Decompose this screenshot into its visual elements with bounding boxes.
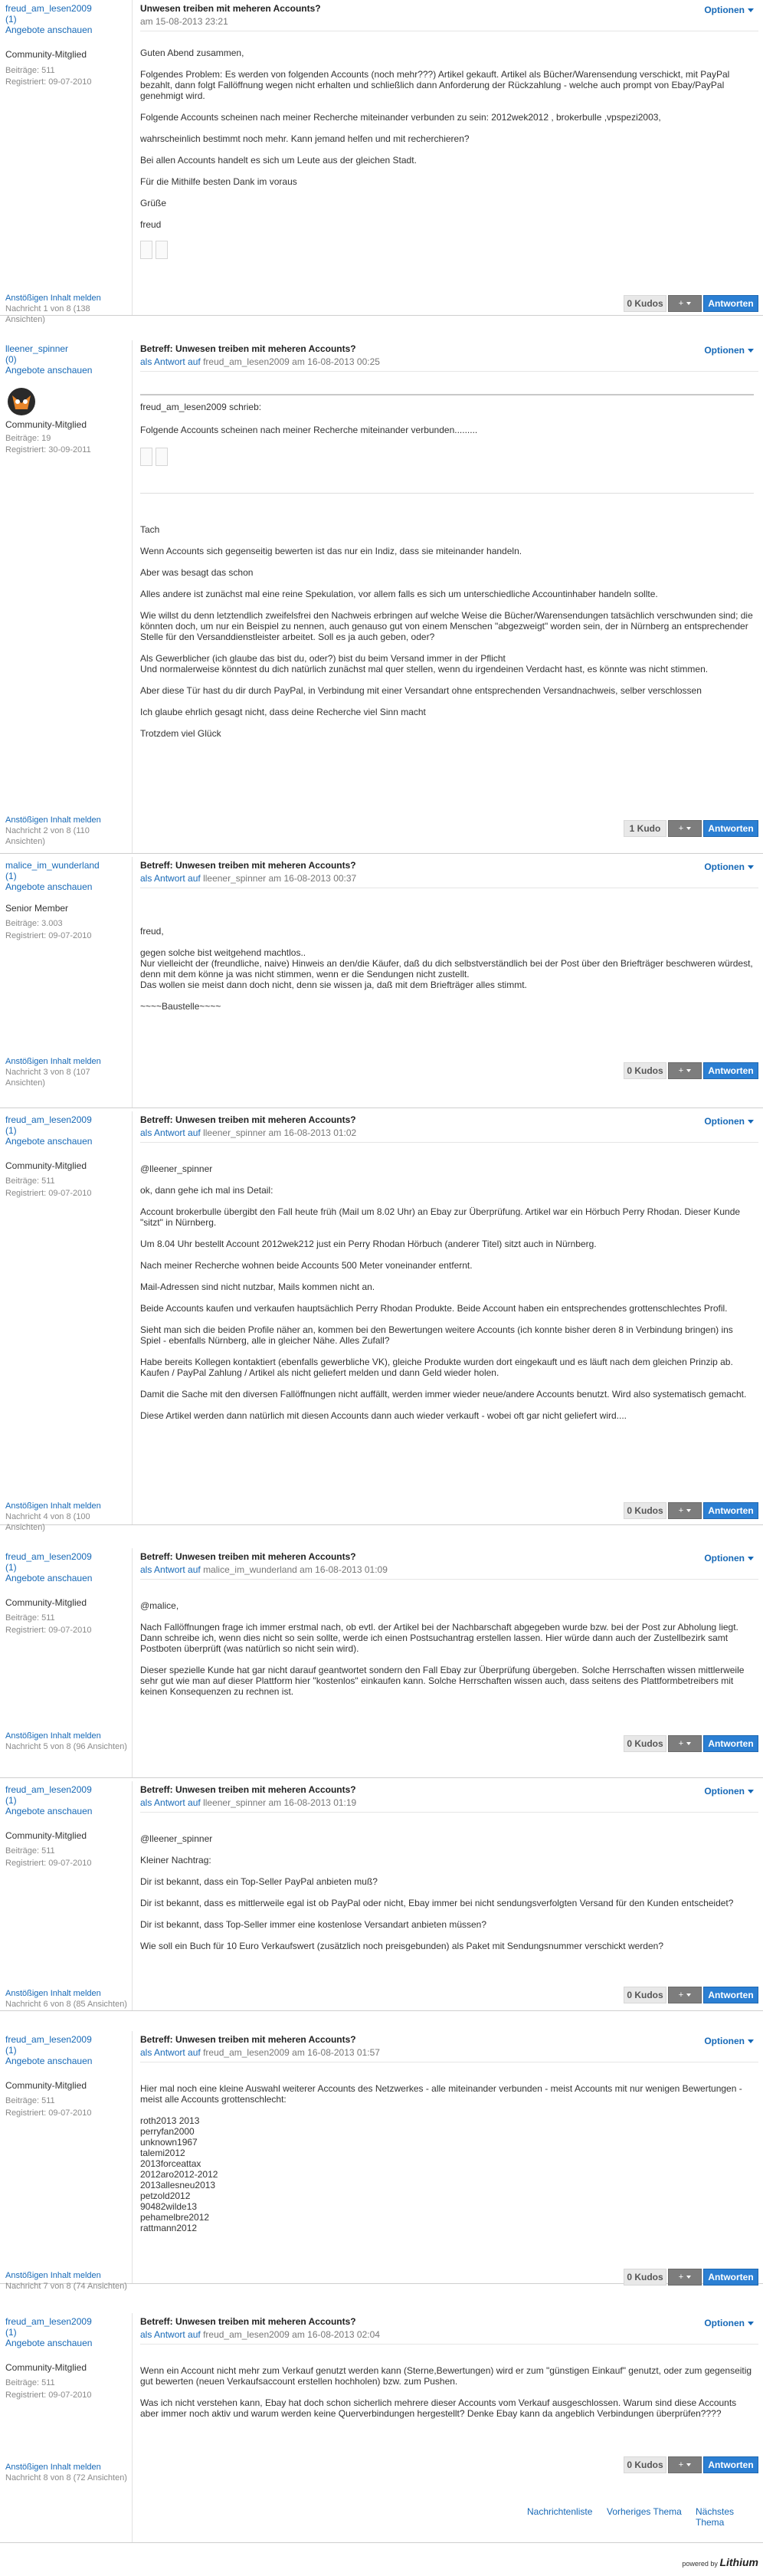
author-registered: Registriert: 09-07-2010: [5, 2391, 92, 2400]
post-paragraph: @lleener_spinner: [140, 1163, 213, 1174]
thumbs-up-icon: +: [678, 1739, 684, 1748]
options-menu[interactable]: [704, 861, 754, 872]
quote-bottom-border: [140, 493, 754, 494]
kudos-count: 0 Kudos: [624, 2269, 666, 2286]
post-subline: [140, 1797, 356, 1808]
message-counter: Nachricht 8 von 8 (72 Ansichten): [5, 2473, 127, 2482]
kudo-button[interactable]: [668, 2269, 702, 2286]
header-divider: [140, 371, 758, 372]
forum-post: [0, 857, 763, 1108]
offers-link[interactable]: Angebote anschauen: [5, 2056, 93, 2066]
kudos-count: 0 Kudos: [624, 2456, 666, 2473]
image-placeholder-icon: [156, 241, 168, 259]
post-paragraph: @malice,: [140, 1600, 179, 1611]
reply-button[interactable]: Antworten: [703, 295, 758, 312]
author-rank: Community-Mitglied: [5, 1597, 87, 1608]
author-registered: Registriert: 09-07-2010: [5, 77, 92, 87]
post-date: am 16-08-2013 00:37: [268, 873, 357, 884]
previous-topic-link[interactable]: Vorheriges Thema: [607, 2506, 682, 2517]
post-date: am 16-08-2013 00:25: [292, 356, 380, 367]
author-sidebar: [0, 1548, 132, 1777]
post-main: [132, 2031, 763, 2283]
chevron-down-icon: [748, 1557, 754, 1560]
post-subline: [140, 873, 356, 884]
post-paragraph: Um 8.04 Uhr bestellt Account 2012wek212 just ein Perry Rhodan Hörbuch (anderer Titel) sitzt auch in Nürnberg.: [140, 1239, 597, 1249]
thumbs-up-icon: +: [678, 2460, 684, 2469]
author-score[interactable]: (0): [5, 354, 17, 365]
author-link[interactable]: freud_am_lesen2009: [5, 2316, 92, 2327]
post-paragraph: Sieht man sich die beiden Profile näher an, kommen bei den Bewertungen weitere Accounts (ich konnte bisher deren 8 in Verbindung bringen) ins Spiel - ebenfalls Nürnberg, alle in gleicher Nähe. Alles Zufall?: [140, 1324, 733, 1346]
post-paragraph: Ich glaube ehrlich gesagt nicht, dass deine Recherche viel Sinn macht: [140, 707, 426, 717]
options-menu[interactable]: [704, 2318, 754, 2328]
post-paragraph: Wenn ein Account nicht mehr zum Verkauf genutzt werden kann (Sterne,Bewertungen) wird er zum "günstigen Einkauf" genutzt, oder zum gegenseitig gut bewerten (neuen Verkaufsaccount erstellen hochholen) bzw. zum Pushen.: [140, 2365, 752, 2387]
post-paragraph: Nach meiner Recherche wohnen beide Accounts 500 Meter voneinander entfernt.: [140, 1260, 473, 1271]
post-paragraph: wahrscheinlich bestimmt noch mehr. Kann jemand helfen und mit recherchieren?: [140, 133, 470, 144]
author-link[interactable]: freud_am_lesen2009: [5, 1784, 92, 1795]
offers-link[interactable]: Angebote anschauen: [5, 2338, 93, 2348]
report-link[interactable]: Anstößigen Inhalt melden: [5, 2463, 101, 2472]
author-post-count: Beiträge: 511: [5, 1613, 55, 1623]
report-link[interactable]: Anstößigen Inhalt melden: [5, 1731, 101, 1741]
post-date: am 16-08-2013 01:09: [300, 1564, 388, 1575]
post-paragraph: Aber diese Tür hast du dir durch PayPal, in Verbindung mit einer Versandart ohne entsprechenden Versandnachweis, selber verschlossen: [140, 685, 702, 696]
offers-link[interactable]: Angebote anschauen: [5, 1573, 93, 1583]
quote-author: freud_am_lesen2009 schrieb:: [140, 402, 262, 412]
post-nav: [5, 1056, 128, 1088]
forum-post: [0, 1781, 763, 2011]
powered-by-label: powered by: [682, 2560, 718, 2568]
post-paragraph: Für die Mithilfe besten Dank im voraus: [140, 176, 297, 187]
post-paragraph: Wie willst du denn letztendlich zweifelsfrei den Nachweis erbringen auf welche Weise die Bücher/Warensendungen tatsächlich verschwunden sind; die könnten doch, um nur ein Beispiel zu nennen, auch genauso gut von einem Menschen "abgezweigt" worden sein, der in Nürnberg an entsprechender Stelle für den Versanddienstleister arbeitet. Soll es ja auch geben, oder?: [140, 610, 753, 642]
reply-button[interactable]: Antworten: [703, 1735, 758, 1752]
post-subline: [140, 16, 228, 27]
author-sidebar: [0, 2031, 132, 2291]
post-title: Betreff: Unwesen treiben mit meheren Accounts?: [140, 2034, 356, 2045]
post-paragraph: Grüße: [140, 198, 167, 208]
reply-button[interactable]: Antworten: [703, 1502, 758, 1519]
author-rank: Community-Mitglied: [5, 2080, 87, 2091]
kudos-count: 0 Kudos: [624, 1502, 666, 1519]
kudo-button[interactable]: [668, 295, 702, 312]
post-paragraph: Aber was besagt das schon: [140, 567, 254, 578]
forum-post: [0, 1111, 763, 1532]
post-main: [132, 857, 763, 1108]
post-paragraph: Bei allen Accounts handelt es sich um Leute aus der gleichen Stadt.: [140, 155, 417, 166]
post-paragraph: Damit die Sache mit den diversen Fallöffnungen nicht auffällt, werden immer wieder neue/andere Accounts benutzt. Wird also systematisch gemacht.: [140, 1389, 747, 1400]
image-placeholder-icon: [156, 448, 168, 466]
chevron-down-icon: [748, 1120, 754, 1124]
post-nav: [5, 2462, 128, 2483]
post-subline: [140, 2329, 380, 2340]
post-date: am 15-08-2013 23:21: [140, 16, 228, 27]
image-placeholder: [140, 448, 171, 468]
reply-to-link[interactable]: als Antwort auf: [140, 2047, 201, 2058]
options-label: Optionen: [704, 2036, 745, 2046]
kudos-widget: [624, 1502, 702, 1519]
options-label: Optionen: [704, 861, 745, 872]
post-title: Betreff: Unwesen treiben mit meheren Accounts?: [140, 2316, 356, 2327]
post-nav: [5, 1988, 128, 2010]
forum-post: [0, 340, 763, 854]
options-menu[interactable]: [704, 345, 754, 356]
post-subline: [140, 1564, 388, 1575]
post-title: Unwesen treiben mit meheren Accounts?: [140, 3, 321, 14]
post-paragraph: Folgende Accounts scheinen nach meiner Recherche miteinander verbunden zu sein: 2012wek2012 , brokerbulle ,vpspezi2003,: [140, 112, 661, 123]
post-paragraph: Dir ist bekannt, dass es mittlerweile egal ist ob PayPal oder nicht, Ebay immer bei nicht sendungsverfolgten Versand für den Kunden entscheidet?: [140, 1898, 734, 1908]
forum-post: [0, 2031, 763, 2291]
author-link[interactable]: freud_am_lesen2009: [5, 3, 92, 14]
kudos-count: 0 Kudos: [624, 1735, 666, 1752]
kudo-button[interactable]: [668, 1502, 702, 1519]
author-rank: Community-Mitglied: [5, 49, 87, 60]
offers-link[interactable]: Angebote anschauen: [5, 1136, 93, 1147]
kudos-count: 0 Kudos: [624, 1062, 666, 1079]
author-rank: Community-Mitglied: [5, 1160, 87, 1171]
message-counter: Nachricht 2 von 8 (110 Ansichten): [5, 826, 90, 846]
chevron-down-icon: [748, 1790, 754, 1793]
thumbs-up-icon: +: [678, 1066, 684, 1075]
post-paragraph: Account brokerbulle übergibt den Fall heute früh (Mail um 8.02 Uhr) an Ebay zur Überprüfung. Artikel war ein Hörbuch Perry Rhodan. Dieser Kunde "sitzt" in Nürnberg.: [140, 1206, 741, 1228]
message-counter: Nachricht 1 von 8 (138 Ansichten): [5, 304, 90, 324]
reply-to-link[interactable]: als Antwort auf: [140, 873, 201, 884]
report-link[interactable]: Anstößigen Inhalt melden: [5, 815, 101, 825]
kudos-widget: [624, 1062, 702, 1079]
kudo-button[interactable]: [668, 1735, 702, 1752]
post-paragraph: freud,: [140, 926, 164, 937]
post-paragraph: roth2013 2013 perryfan2000 unknown1967 talemi2012 2013forceattax 2012aro2012-2012 2013allesneu2013 petzold2012 90482wilde13 pehamelbre2012 rattmann2012: [140, 2115, 218, 2233]
post-date: am 16-08-2013 02:04: [292, 2329, 380, 2340]
author-post-count: Beiträge: 511: [5, 66, 55, 75]
post-paragraph: freud: [140, 219, 162, 230]
post-title: Betreff: Unwesen treiben mit meheren Accounts?: [140, 1784, 356, 1795]
forum-post: [0, 0, 763, 324]
reply-button[interactable]: Antworten: [703, 820, 758, 837]
post-title: Betreff: Unwesen treiben mit meheren Accounts?: [140, 1114, 356, 1125]
post-main: [132, 0, 763, 315]
post-title: Betreff: Unwesen treiben mit meheren Accounts?: [140, 343, 356, 354]
post-title: Betreff: Unwesen treiben mit meheren Accounts?: [140, 860, 356, 871]
chevron-down-icon: [686, 1069, 691, 1072]
reply-to-author: lleener_spinner: [203, 873, 267, 884]
kudos-widget: [624, 820, 702, 837]
author-sidebar: [0, 1781, 132, 2010]
post-subline: [140, 2047, 380, 2058]
author-post-count: Beiträge: 511: [5, 2096, 55, 2105]
post-date: am 16-08-2013 01:57: [292, 2047, 380, 2058]
post-paragraph: Dir ist bekannt, dass ein Top-Seller PayPal anbieten muß?: [140, 1876, 378, 1887]
kudos-count: 0 Kudos: [624, 295, 666, 312]
reply-button[interactable]: Antworten: [703, 1062, 758, 1079]
post-main: [132, 340, 763, 853]
author-score[interactable]: (1): [5, 14, 17, 25]
author-score[interactable]: (1): [5, 871, 17, 881]
report-link[interactable]: Anstößigen Inhalt melden: [5, 1057, 101, 1066]
post-paragraph: Trotzdem viel Glück: [140, 728, 221, 739]
kudos-widget: [624, 295, 702, 312]
thread-footer: [0, 2502, 763, 2576]
author-link[interactable]: lleener_spinner: [5, 343, 69, 354]
options-label: Optionen: [704, 345, 745, 356]
kudo-button[interactable]: [668, 1987, 702, 2003]
post-body: [140, 2083, 754, 2244]
topic-list-link[interactable]: Nachrichtenliste: [527, 2506, 593, 2517]
thumbs-up-icon: +: [678, 1506, 684, 1515]
post-nav: [5, 1731, 128, 1752]
author-score[interactable]: (1): [5, 1125, 17, 1136]
options-label: Optionen: [704, 1553, 745, 1564]
offers-link[interactable]: Angebote anschauen: [5, 1806, 93, 1816]
message-counter: Nachricht 4 von 8 (100 Ansichten): [5, 1512, 90, 1532]
post-subline: [140, 356, 380, 367]
message-counter: Nachricht 3 von 8 (107 Ansichten): [5, 1068, 90, 1088]
post-body: [140, 1833, 754, 1962]
post-body: [140, 1600, 754, 1708]
powered-by: [682, 2556, 758, 2568]
kudos-widget: [624, 1987, 702, 2003]
next-topic-link[interactable]: Nächstes Thema: [696, 2506, 735, 2528]
author-link[interactable]: freud_am_lesen2009: [5, 1114, 92, 1125]
author-sidebar: [0, 0, 132, 324]
kudos-count: 0 Kudos: [624, 1987, 666, 2003]
chevron-down-icon: [686, 302, 691, 305]
reply-button[interactable]: Antworten: [703, 1987, 758, 2003]
report-link[interactable]: Anstößigen Inhalt melden: [5, 294, 101, 303]
author-post-count: Beiträge: 511: [5, 2378, 55, 2387]
author-score[interactable]: (1): [5, 2045, 17, 2056]
kudos-widget: [624, 2456, 702, 2473]
chevron-down-icon: [748, 8, 754, 12]
post-paragraph: gegen solche bist weitgehend machtlos.. Nur vielleicht der (freundliche, naive) Hinweis an den/die Käufer, daß du dich selbstverständlich bei der Post über den Briefträger beschweren würdest, denn mit dem könne ja was nicht stimmen, wenn er die Sendungen nicht zustellt. Das wollen sie meist dann doch nicht, denn sie wissen ja, daß mit dem Briefträger alles stimmt.: [140, 947, 753, 990]
kudos-count: 1 Kudo: [624, 820, 666, 837]
report-link[interactable]: Anstößigen Inhalt melden: [5, 2271, 101, 2280]
chevron-down-icon: [748, 2322, 754, 2325]
thumbs-up-icon: +: [678, 2272, 684, 2282]
author-post-count: Beiträge: 19: [5, 434, 51, 443]
chevron-down-icon: [748, 349, 754, 353]
reply-button[interactable]: Antworten: [703, 2456, 758, 2473]
post-paragraph: ok, dann gehe ich mal ins Detail:: [140, 1185, 273, 1196]
author-registered: Registriert: 30-09-2011: [5, 445, 91, 454]
options-menu[interactable]: [704, 1116, 754, 1127]
thumbs-up-icon: +: [678, 299, 684, 308]
quote-text: Folgende Accounts scheinen nach meiner Recherche miteinander verbunden.........: [140, 425, 478, 435]
author-rank: Community-Mitglied: [5, 419, 87, 430]
post-paragraph: Folgendes Problem: Es werden von folgenden Accounts (noch mehr???) Artikel gekauft. Artikel als Bücher/Warensendung verschickt, mit PayPal bezahlt, dann folgt Fallöffnung wegen nicht erhalten und schließlich dann Anforderung der Rückzahlung - welche auch prompt von Ebay/PayPal genehmigt wird.: [140, 69, 730, 101]
post-main: [132, 1781, 763, 2010]
post-main: [132, 1111, 763, 1524]
options-label: Optionen: [704, 1116, 745, 1127]
post-main: [132, 1548, 763, 1777]
reply-to-author: lleener_spinner: [203, 1127, 267, 1138]
post-paragraph: @lleener_spinner: [140, 1833, 213, 1844]
author-registered: Registriert: 09-07-2010: [5, 2108, 92, 2118]
offers-link[interactable]: Angebote anschauen: [5, 881, 93, 892]
options-menu[interactable]: [704, 5, 754, 15]
post-paragraph: Was ich nicht verstehen kann, Ebay hat doch schon sicherlich mehrere dieser Accounts vom Verkauf ausgeschlossen. Warum sind diese Accounts aber immer noch aktiv und warum werden keine Querverbindungen hergestellt? Denke Ebay kann da angeblich Verbindungen überprüfen????: [140, 2397, 737, 2419]
kudo-button[interactable]: [668, 2456, 702, 2473]
author-post-count: Beiträge: 3.003: [5, 919, 63, 928]
post-body: [140, 926, 754, 1022]
kudos-widget: [624, 2269, 702, 2286]
author-registered: Registriert: 09-07-2010: [5, 1626, 92, 1635]
image-placeholder-icon: [140, 448, 152, 466]
author-sidebar: [0, 1111, 132, 1532]
author-rank: Community-Mitglied: [5, 2362, 87, 2373]
author-score[interactable]: (1): [5, 1795, 17, 1806]
message-counter: Nachricht 7 von 8 (74 Ansichten): [5, 2282, 127, 2291]
post-paragraph: Habe bereits Kollegen kontaktiert (ebenfalls gewerbliche VK), gleiche Produkte wurden dort eingekauft und es läuft nach dem gleichen Prinzip ab. Kaufen / PayPal Zahlung / Artikel als nicht geliefert melden und dann Geld wieder holen.: [140, 1357, 733, 1378]
post-subline: [140, 1127, 356, 1138]
author-post-count: Beiträge: 511: [5, 1176, 55, 1186]
post-body: [140, 524, 754, 750]
post-paragraph: Guten Abend zusammen,: [140, 48, 244, 58]
author-score[interactable]: (1): [5, 2327, 17, 2338]
author-sidebar: [0, 857, 132, 1108]
offers-link[interactable]: Angebote anschauen: [5, 365, 93, 376]
post-nav: [5, 2270, 128, 2292]
author-registered: Registriert: 09-07-2010: [5, 1189, 92, 1198]
chevron-down-icon: [686, 827, 691, 830]
post-paragraph: Alles andere ist zunächst mal eine reine Spekulation, vor allem falls es sich um unterschiedliche Accountinhaber handeln sollte.: [140, 589, 658, 599]
reply-to-link[interactable]: als Antwort auf: [140, 356, 201, 367]
post-nav: [5, 1501, 128, 1533]
reply-to-author: freud_am_lesen2009: [203, 356, 290, 367]
author-sidebar: [0, 340, 132, 853]
options-label: Optionen: [704, 1786, 745, 1797]
kudos-widget: [624, 1735, 702, 1752]
reply-to-link[interactable]: als Antwort auf: [140, 1797, 201, 1808]
post-paragraph: Nach Fallöffnungen frage ich immer erstmal nach, ob evtl. der Artikel bei der Nachbarschaft abgegeben wurde bzw. bei der Post zur Abholung liegt. Dann schreibe ich, wenn dies nicht so sein sollte, werde ich einen Postsuchantrag erstellen lassen. Hier würde dann auch der Zustellbezirk samt Postboten überprüft (was natürlich so nicht sein wird).: [140, 1622, 738, 1654]
header-divider: [140, 1142, 758, 1143]
post-paragraph: Hier mal noch eine kleine Auswahl weiterer Accounts des Netzwerkes - alle miteinander verbunden - meist Accounts mit nur wenigen Bewertungen - meist alle Accounts grottenschlecht:: [140, 2083, 742, 2105]
post-title: Betreff: Unwesen treiben mit meheren Accounts?: [140, 1551, 356, 1562]
header-divider: [140, 2344, 758, 2345]
reply-button[interactable]: Antworten: [703, 2269, 758, 2286]
chevron-down-icon: [748, 2039, 754, 2043]
reply-to-author: freud_am_lesen2009: [203, 2329, 290, 2340]
post-body: [140, 1163, 754, 1432]
options-menu[interactable]: [704, 1786, 754, 1797]
post-paragraph: Beide Accounts kaufen und verkaufen hauptsächlich Perry Rhodan Produkte. Beide Account haben ein entsprechendes grottenschlechtes Profil.: [140, 1303, 728, 1314]
post-paragraph: Mail-Adressen sind nicht nutzbar, Mails kommen nicht an.: [140, 1281, 375, 1292]
post-paragraph: Wenn Accounts sich gegenseitig bewerten ist das nur ein Indiz, dass sie miteinander handeln.: [140, 546, 522, 556]
post-paragraph: Tach: [140, 524, 160, 535]
reply-to-author: freud_am_lesen2009: [203, 2047, 290, 2058]
chevron-down-icon: [686, 1742, 691, 1745]
author-registered: Registriert: 09-07-2010: [5, 1859, 92, 1868]
thumbs-up-icon: +: [678, 1990, 684, 2000]
forum-post: [0, 1548, 763, 1778]
image-placeholder-icon: [140, 241, 152, 259]
lithium-logo: Lithium: [719, 2556, 758, 2568]
chevron-down-icon: [748, 865, 754, 869]
post-nav: [5, 293, 128, 325]
image-placeholder: [140, 241, 754, 261]
reply-to-author: lleener_spinner: [203, 1797, 267, 1808]
post-date: am 16-08-2013 01:19: [268, 1797, 357, 1808]
kudo-button[interactable]: [668, 1062, 702, 1079]
options-menu[interactable]: [704, 2036, 754, 2046]
options-label: Optionen: [704, 5, 745, 15]
options-menu[interactable]: [704, 1553, 754, 1564]
author-link[interactable]: freud_am_lesen2009: [5, 1551, 92, 1562]
author-post-count: Beiträge: 511: [5, 1846, 55, 1856]
quote-box: [140, 394, 754, 494]
post-paragraph: ~~~~Baustelle~~~~: [140, 1001, 221, 1012]
post-paragraph: Wie soll ein Buch für 10 Euro Verkaufswert (zusätzlich noch preisgebunden) als Paket mit Sendungsnummer verschickt werden?: [140, 1941, 663, 1951]
options-label: Optionen: [704, 2318, 745, 2328]
author-registered: Registriert: 09-07-2010: [5, 931, 92, 940]
post-body: [140, 48, 754, 261]
thumbs-up-icon: +: [678, 824, 684, 833]
kudo-button[interactable]: [668, 820, 702, 837]
reply-to-author: malice_im_wunderland: [203, 1564, 297, 1575]
chevron-down-icon: [686, 2276, 691, 2279]
chevron-down-icon: [686, 1509, 691, 1512]
header-divider: [140, 1579, 758, 1580]
post-date: am 16-08-2013 01:02: [268, 1127, 357, 1138]
message-counter: Nachricht 6 von 8 (85 Ansichten): [5, 2000, 127, 2009]
reply-to-link[interactable]: als Antwort auf: [140, 1564, 201, 1575]
chevron-down-icon: [686, 1994, 691, 1997]
reply-to-link[interactable]: als Antwort auf: [140, 2329, 201, 2340]
header-divider: [140, 1812, 758, 1813]
post-paragraph: Kleiner Nachtrag:: [140, 1855, 211, 1866]
post-paragraph: Dir ist bekannt, dass Top-Seller immer eine kostenlose Versandart anbieten müssen?: [140, 1919, 487, 1930]
post-paragraph: Dieser spezielle Kunde hat gar nicht darauf geantwortet sondern den Fall Ebay zur Überprüfung übergeben. Solche Herrschaften wissen mittlerweile sehr gut wie man auf dieser Plattform hier "kostenlos" einkaufen kann. Solche Herrschaften wissen auch, dass seitens des Plattformbetreibers mit keinen Konsequenzen zu rechnen ist.: [140, 1665, 745, 1697]
avatar: [6, 386, 37, 417]
post-body: [140, 2365, 754, 2430]
chevron-down-icon: [686, 2463, 691, 2466]
author-score[interactable]: (1): [5, 1562, 17, 1573]
report-link[interactable]: Anstößigen Inhalt melden: [5, 1989, 101, 1998]
post-paragraph: Als Gewerblicher (ich glaube das bist du, oder?) bist du beim Versand immer in der Pflicht Und normalerweise könntest du dich natürlich zunächst mal quer stellen, wenn du irgendeinen Verdacht hast, es könnte was nicht stimmen.: [140, 653, 709, 674]
offers-link[interactable]: Angebote anschauen: [5, 25, 93, 35]
post-paragraph: Diese Artikel werden dann natürlich mit diesen Accounts dann auch wieder verkauft - wobei oft gar nicht geliefert wird....: [140, 1410, 627, 1421]
message-counter: Nachricht 5 von 8 (96 Ansichten): [5, 1742, 127, 1751]
post-nav: [5, 815, 128, 847]
author-rank: Community-Mitglied: [5, 1830, 87, 1841]
author-link[interactable]: freud_am_lesen2009: [5, 2034, 92, 2045]
author-link[interactable]: malice_im_wunderland: [5, 860, 100, 871]
reply-to-link[interactable]: als Antwort auf: [140, 1127, 201, 1138]
author-rank: Senior Member: [5, 903, 69, 914]
report-link[interactable]: Anstößigen Inhalt melden: [5, 1501, 101, 1511]
